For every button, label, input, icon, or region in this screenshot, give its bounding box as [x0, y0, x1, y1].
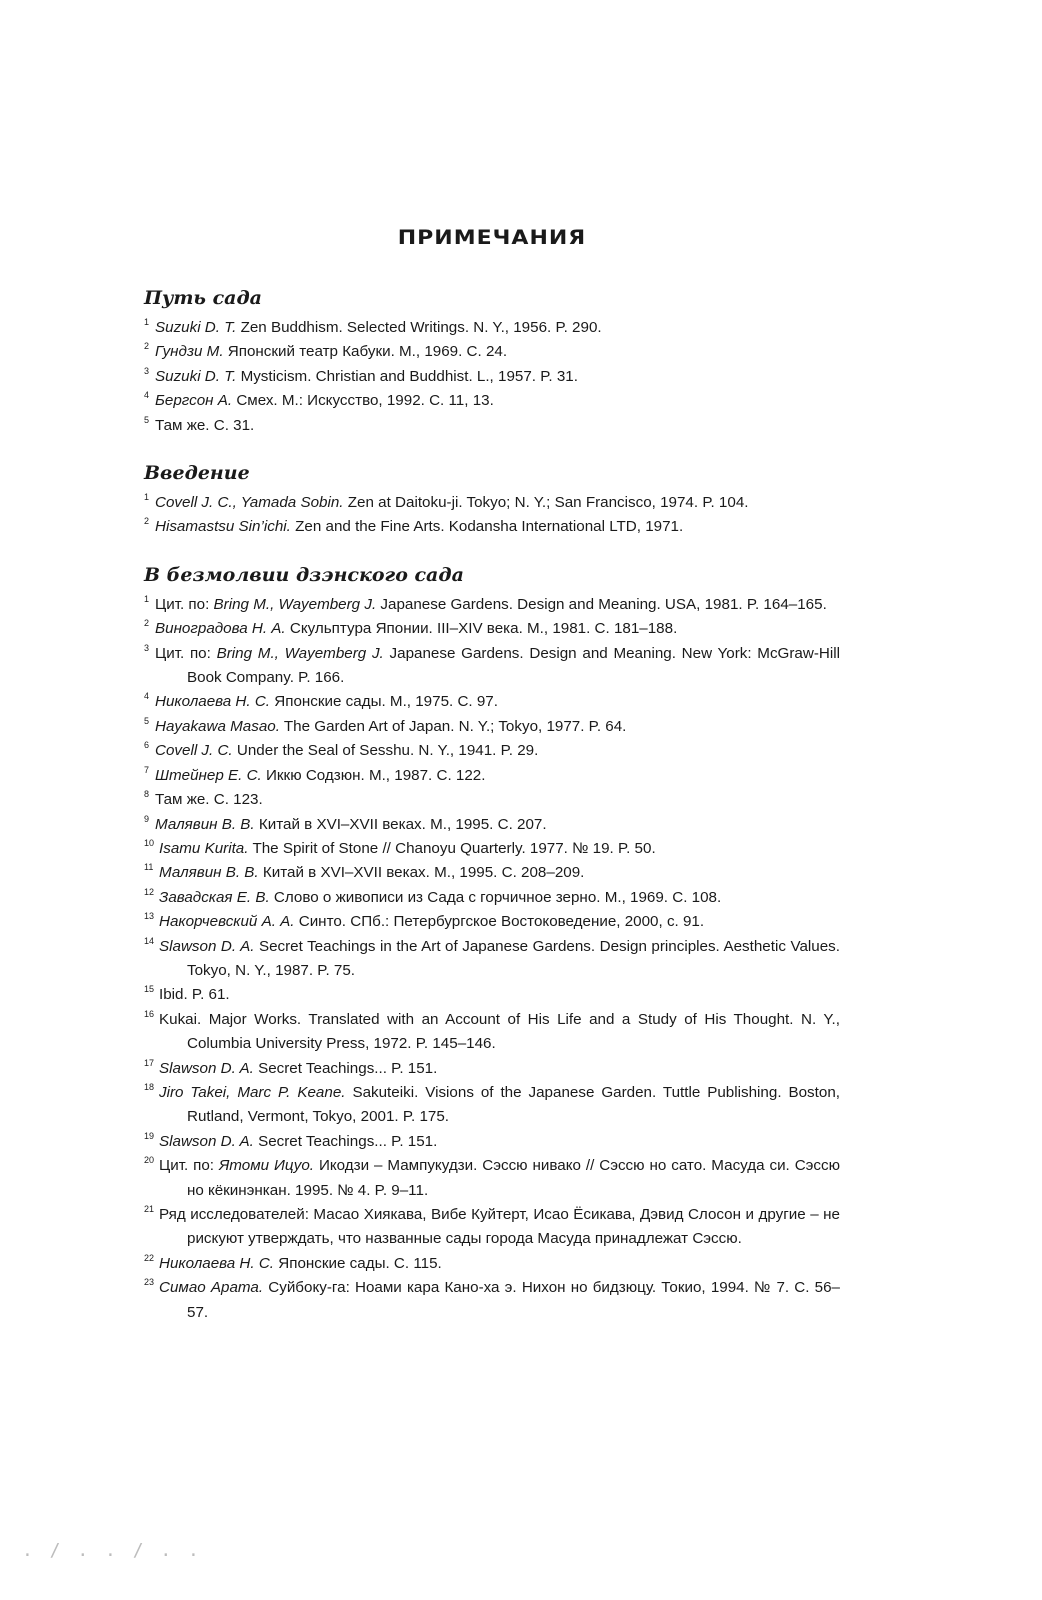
note-text: Китай в XVI–XVII веках. М., 1995. С. 207. — [258, 815, 547, 833]
list-item: $^{23}$ Симао Арата. Суйбоку-га: Ноами кара Кано-ха э. Нихон но бидзюцу. Токио, 1994. № 7. С. 56–57. — [144, 1277, 840, 1321]
note-author: Гундзи М. — [155, 343, 224, 361]
note-author: Николаева Н. С. — [155, 693, 271, 711]
list-item: $^9$ Малявин В. В. Китай в XVI–XVII веках. М., 1995. С. 207. — [144, 813, 547, 833]
page-corner-mark: . / . . / . . — [22, 1540, 202, 1561]
note-text: Японские сады. М., 1975. С. 97. — [274, 693, 498, 711]
page-title: ПРИМЕЧАНИЯ — [397, 227, 587, 250]
list-item: $^1$ Цит. по: Bring M., Wayemberg J. Japanese Gardens. Design and Meaning. USA, 1981. P. 164–165. — [144, 593, 827, 613]
notes-list — [144, 593, 840, 1325]
note-text: Kukai. Major Works. Translated with an Account of His Life and a Study of His Thought. N. Y., Columbia University Press, 1972. P. 145–146. — [159, 1010, 840, 1053]
list-item: $^{12}$ Завадская Е. В. Слово о живописи из Сада с горчичное зерно. М., 1969. С. 108. — [144, 886, 722, 906]
note-author: Slawson D. A. — [159, 937, 255, 955]
notes-section — [144, 460, 840, 540]
note-text: The Spirit of Stone // Chanoyu Quarterly. 1977. № 19. P. 50. — [252, 839, 656, 857]
note-text: Синто. СПб.: Петербургское Востоковедение, 2000, с. 91. — [298, 913, 705, 931]
list-item: $^2$ Hisamastsu Sin’ichi. Zen and the Fine Arts. Kodansha International LTD, 1971. — [144, 516, 684, 536]
note-text: Zen Buddhism. Selected Writings. N. Y., 1956. P. 290. — [240, 319, 602, 336]
list-item: $^{11}$ Малявин В. В. Китай в XVI–XVII веках. М., 1995. С. 208–209. — [144, 862, 585, 882]
list-item: $^5$ Там же. С. 31. — [144, 414, 255, 434]
note-text: Слово о живописи из Сада с горчичное зерно. М., 1969. С. 108. — [273, 888, 722, 906]
list-item: $^7$ Штейнер Е. С. Иккю Содзюн. М., 1987. С. 122. — [144, 764, 486, 784]
note-author: Завадская Е. В. — [159, 888, 270, 906]
note-author: Jiro Takei, Marc P. Keane. — [159, 1083, 346, 1101]
section-heading: В безмолвии дзэнского сада — [144, 563, 464, 586]
note-text: Китай в XVI–XVII веках. М., 1995. С. 208–209. — [262, 864, 585, 882]
note-text: Там же. С. 31. — [155, 416, 255, 434]
note-text: Иккю Содзюн. М., 1987. С. 122. — [266, 766, 486, 784]
note-author: Suzuki D. T. — [155, 367, 237, 385]
notes-section — [144, 562, 840, 1325]
note-author: Bring M., Wayemberg J. — [213, 595, 377, 613]
section-heading: Путь сада — [144, 287, 262, 309]
note-author: Hayakawa Masao. — [155, 717, 280, 735]
list-item: $^{22}$ Николаева Н. С. Японские сады. С. 115. — [144, 1252, 442, 1272]
note-author: Ятоми Ицуо. — [218, 1157, 314, 1175]
note-author: Накорчевский А. А. — [159, 913, 295, 931]
note-text: Mysticism. Christian and Buddhist. L., 1957. P. 31. — [240, 367, 578, 385]
list-item: $^{15}$ Ibid. P. 61. — [144, 984, 230, 1004]
note-author: Slawson D. A. — [159, 1132, 254, 1150]
list-item: $^{16}$ Kukai. Major Works. Translated with an Account of His Life and a Study of His Thought. N. Y., Columbia University Press, 1972. P. 145–146. — [144, 1008, 840, 1053]
list-item: $^{20}$ Цит. по: Ятоми Ицуо. Икодзи – Мампукудзи. Сэссю нивако // Сэссю но сато. Масуда си. Сэссю но кёкинэнкан. 1995. № 4. P. 9–11. — [144, 1155, 840, 1199]
list-item: $^{10}$ Isamu Kurita. The Spirit of Stone // Chanoyu Quarterly. 1977. № 19. P. 50. — [144, 837, 656, 857]
note-text: Secret Teachings... P. 151. — [258, 1132, 438, 1150]
list-item: $^2$ Гундзи М. Японский театр Кабуки. М., 1969. С. 24. — [144, 341, 508, 361]
note-prefix: Цит. по: — [159, 1157, 219, 1175]
note-text: Японский театр Кабуки. М., 1969. С. 24. — [227, 343, 508, 361]
note-author: Виноградова Н. А. — [155, 620, 286, 638]
note-text: Japanese Gardens. Design and Meaning. USA, 1981. P. 164–165. — [380, 595, 827, 613]
note-text: Zen at Daitoku-ji. Tokyo; N. Y.; San Francisco, 1974. P. 104. — [347, 494, 749, 512]
note-author: Малявин В. В. — [159, 864, 259, 882]
note-text: Икодзи – Мампукудзи. Сэссю нивако // Сэссю но сато. Масуда си. Сэссю но кёкинэнкан. 1995. № 4. P. 9–11. — [187, 1157, 840, 1199]
list-item: $^5$ Hayakawa Masao. The Garden Art of Japan. N. Y.; Tokyo, 1977. P. 64. — [144, 715, 627, 735]
note-text: Там же. С. 123. — [155, 791, 263, 809]
list-item: $^{19}$ Slawson D. A. Secret Teachings... P. 151. — [144, 1130, 438, 1150]
note-text: Zen and the Fine Arts. Kodansha International LTD, 1971. — [295, 518, 684, 536]
note-author: Николаева Н. С. — [159, 1254, 275, 1272]
note-text: Secret Teachings... P. 151. — [258, 1059, 438, 1077]
list-item: $^{18}$ Jiro Takei, Marc P. Keane. Sakuteiki. Visions of the Japanese Garden. Tuttle Publishing. Boston, Rutland, Vermont, Tokyo, 2001. P. 175. — [144, 1081, 840, 1126]
note-prefix: Цит. по: — [155, 595, 214, 613]
list-item: $^{14}$ Slawson D. A. Secret Teachings in the Art of Japanese Gardens. Design principles. Aesthetic Values. Tokyo, N. Y., 1987. P. 75. — [144, 935, 840, 979]
notes-list — [144, 316, 840, 438]
note-author: Бергсон А. — [155, 392, 233, 410]
note-text: Secret Teachings in the Art of Japanese Gardens. Design principles. Aesthetic Values. Tokyo, N. Y., 1987. P. 75. — [187, 937, 840, 979]
note-author: Штейнер Е. С. — [155, 766, 262, 784]
list-item: $^1$ Suzuki D. T. Zen Buddhism. Selected Writings. N. Y., 1956. P. 290. — [144, 317, 602, 336]
note-author: Covell J. C. — [155, 742, 233, 760]
notes-list — [144, 491, 840, 540]
note-text: Japanese Gardens. Design and Meaning. New York: McGraw-Hill Book Company. P. 166. — [187, 644, 840, 687]
list-item: $^4$ Бергсон А. Смех. М.: Искусство, 1992. С. 11, 13. — [144, 390, 494, 410]
list-item: $^6$ Covell J. C. Under the Seal of Sesshu. N. Y., 1941. P. 29. — [144, 740, 539, 760]
note-text: Суйбоку-га: Ноами кара Кано-ха э. Нихон но бидзюцу. Токио, 1994. № 7. С. 56–57. — [187, 1279, 840, 1321]
list-item: $^3$ Цит. по: Bring M., Wayemberg J. Japanese Gardens. Design and Meaning. New York: McGraw-Hill Book Company. P. 166. — [144, 642, 840, 687]
note-author: Isamu Kurita. — [159, 839, 249, 857]
note-text: The Garden Art of Japan. N. Y.; Tokyo, 1977. P. 64. — [283, 717, 627, 735]
list-item: $^{13}$ Накорчевский А. А. Синто. СПб.: Петербургское Востоковедение, 2000, с. 91. — [144, 911, 705, 931]
note-text: Under the Seal of Sesshu. N. Y., 1941. P. 29. — [236, 742, 539, 760]
note-author: Bring M., Wayemberg J. — [216, 644, 384, 662]
note-prefix: Цит. по: — [155, 644, 217, 662]
list-item: $^{17}$ Slawson D. A. Secret Teachings... P. 151. — [144, 1057, 438, 1077]
note-text: Sakuteiki. Visions of the Japanese Garden. Tuttle Publishing. Boston, Rutland, Vermont, Tokyo, 2001. P. 175. — [187, 1083, 840, 1126]
note-author: Covell J. C., Yamada Sobin. — [155, 494, 344, 512]
list-item: $^1$ Covell J. C., Yamada Sobin. Zen at Daitoku-ji. Tokyo; N. Y.; San Francisco, 1974. P. 104. — [144, 492, 749, 512]
list-item: $^{21}$ Ряд исследователей: Масао Хиякава, Вибе Куйтерт, Исао Ёсикава, Дэвид Слосон и другие – не рискуют утверждать, что названные сады города Масуда принадлежат Сэссю. — [144, 1204, 840, 1248]
section-heading: Введение — [144, 462, 250, 485]
note-text: Скульптура Японии. III–XIV века. М., 1981. С. 181–188. — [289, 620, 678, 638]
note-text: Японские сады. С. 115. — [278, 1254, 442, 1272]
list-item: $^2$ Виноградова Н. А. Скульптура Японии. III–XIV века. М., 1981. С. 181–188. — [144, 618, 678, 638]
note-author: Slawson D. A. — [159, 1059, 254, 1077]
note-text: Смех. М.: Искусство, 1992. С. 11, 13. — [236, 392, 494, 410]
note-author: Suzuki D. T. — [155, 319, 237, 336]
list-item: $^8$ Там же. С. 123. — [144, 789, 263, 809]
notes-sections — [144, 285, 840, 1325]
notes-section — [144, 285, 840, 438]
note-text: Ряд исследователей: Масао Хиякава, Вибе Куйтерт, Исао Ёсикава, Дэвид Слосон и другие – не рискуют утверждать, что названные сады города Масуда принадлежат Сэссю. — [159, 1206, 840, 1248]
list-item: $^3$ Suzuki D. T. Mysticism. Christian and Buddhist. L., 1957. P. 31. — [144, 365, 578, 385]
note-author: Малявин В. В. — [155, 815, 255, 833]
note-text: Ibid. P. 61. — [159, 986, 230, 1004]
note-author: Hisamastsu Sin’ichi. — [155, 518, 291, 536]
list-item: $^4$ Николаева Н. С. Японские сады. М., 1975. С. 97. — [144, 691, 498, 711]
notes-page — [144, 226, 840, 1347]
note-author: Симао Арата. — [159, 1279, 264, 1297]
